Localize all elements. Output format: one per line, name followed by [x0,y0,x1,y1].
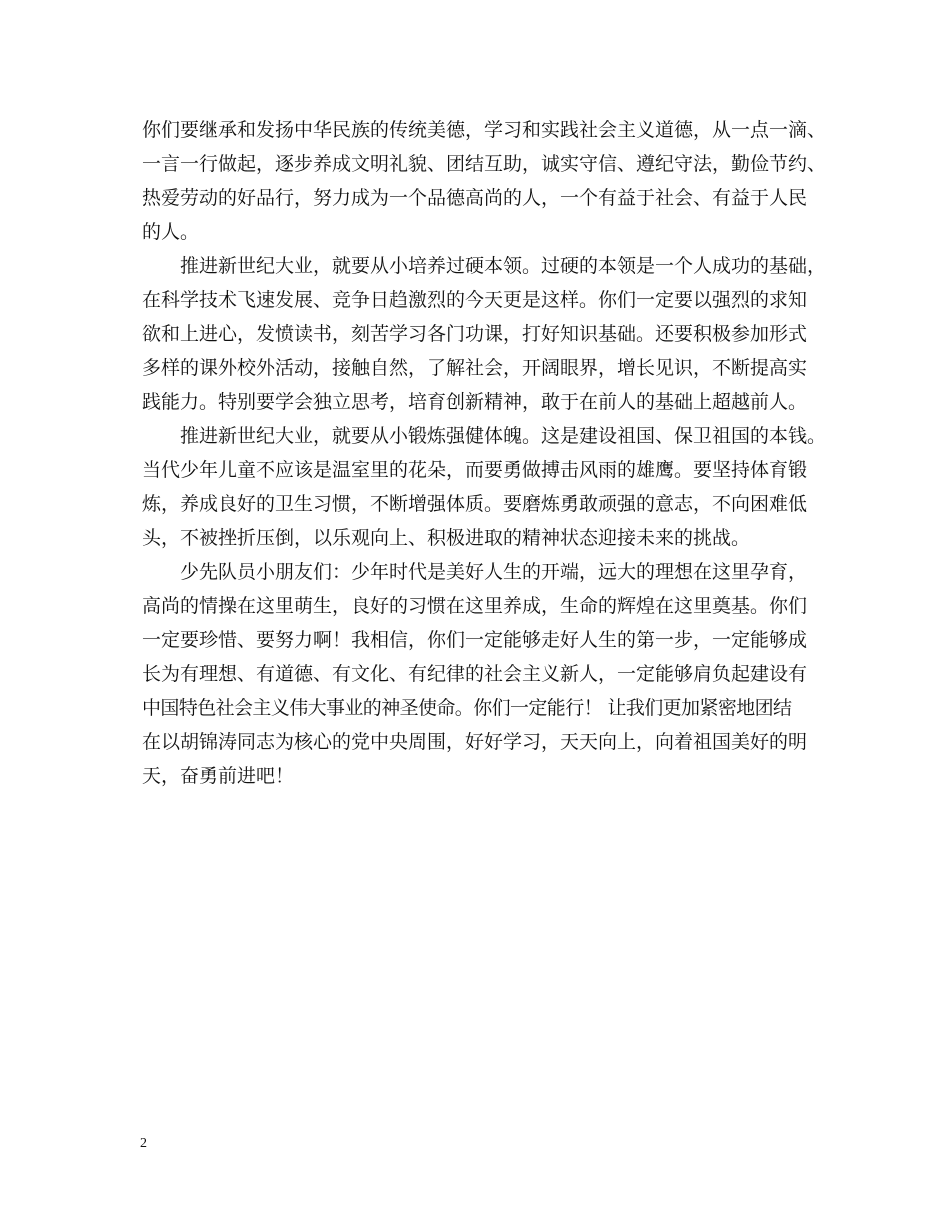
text-line: 当代少年儿童不应该是温室里的花朵，而要勇做搏击风雨的雄鹰。要坚持体育锻 [142,459,808,481]
document-body [142,113,832,793]
text-line: 天，奋勇前进吧！ [142,765,295,787]
text-line: 在以胡锦涛同志为核心的党中央周围，好好学习，天天向上，向着祖国美好的明 [142,731,808,753]
text-line: 推进新世纪大业，就要从小锻炼强健体魄。这是建设祖国、保卫祖国的本钱。 [180,425,827,447]
text-line: 头，不被挫折压倒，以乐观向上、积极进取的精神状态迎接未来的挑战。 [142,527,751,549]
text-line: 中国特色社会主义伟大事业的神圣使命。你们一定能行！ 让我们更加紧密地团结 [142,697,792,719]
text-line: 你们要继承和发扬中华民族的传统美德，学习和实践社会主义道德，从一点一滴、 [142,119,827,141]
text-line: 的人。 [142,221,200,243]
text-line: 多样的课外校外活动，接触自然，了解社会，开阔眼界，增长见识，不断提高实 [142,357,808,379]
text-line: 一言一行做起，逐步养成文明礼貌、团结互助，诚实守信、遵纪守法，勤俭节约、 [142,153,827,175]
text-line: 推进新世纪大业，就要从小培养过硬本领。过硬的本领是一个人成功的基础， [180,255,827,277]
text-line: 在科学技术飞速发展、竞争日趋激烈的今天更是这样。你们一定要以强烈的求知 [142,289,808,311]
page-number: 2 [140,1136,147,1151]
text-line: 一定要珍惜、要努力啊！我相信，你们一定能够走好人生的第一步，一定能够成 [142,629,808,651]
text-line: 少先队员小朋友们：少年时代是美好人生的开端，远大的理想在这里孕育， [180,561,808,583]
text-line: 长为有理想、有道德、有文化、有纪律的社会主义新人，一定能够肩负起建设有 [142,663,808,685]
text-line: 践能力。特别要学会独立思考，培育创新精神，敢于在前人的基础上超越前人。 [142,391,808,413]
text-line: 热爱劳动的好品行，努力成为一个品德高尚的人，一个有益于社会、有益于人民 [142,187,808,209]
text-line: 欲和上进心，发愤读书，刻苦学习各门功课，打好知识基础。还要积极参加形式 [142,323,808,345]
text-line: 高尚的情操在这里萌生，良好的习惯在这里养成，生命的辉煌在这里奠基。你们 [142,595,808,617]
text-line: 炼，养成良好的卫生习惯，不断增强体质。要磨炼勇敢顽强的意志，不向困难低 [142,493,808,515]
